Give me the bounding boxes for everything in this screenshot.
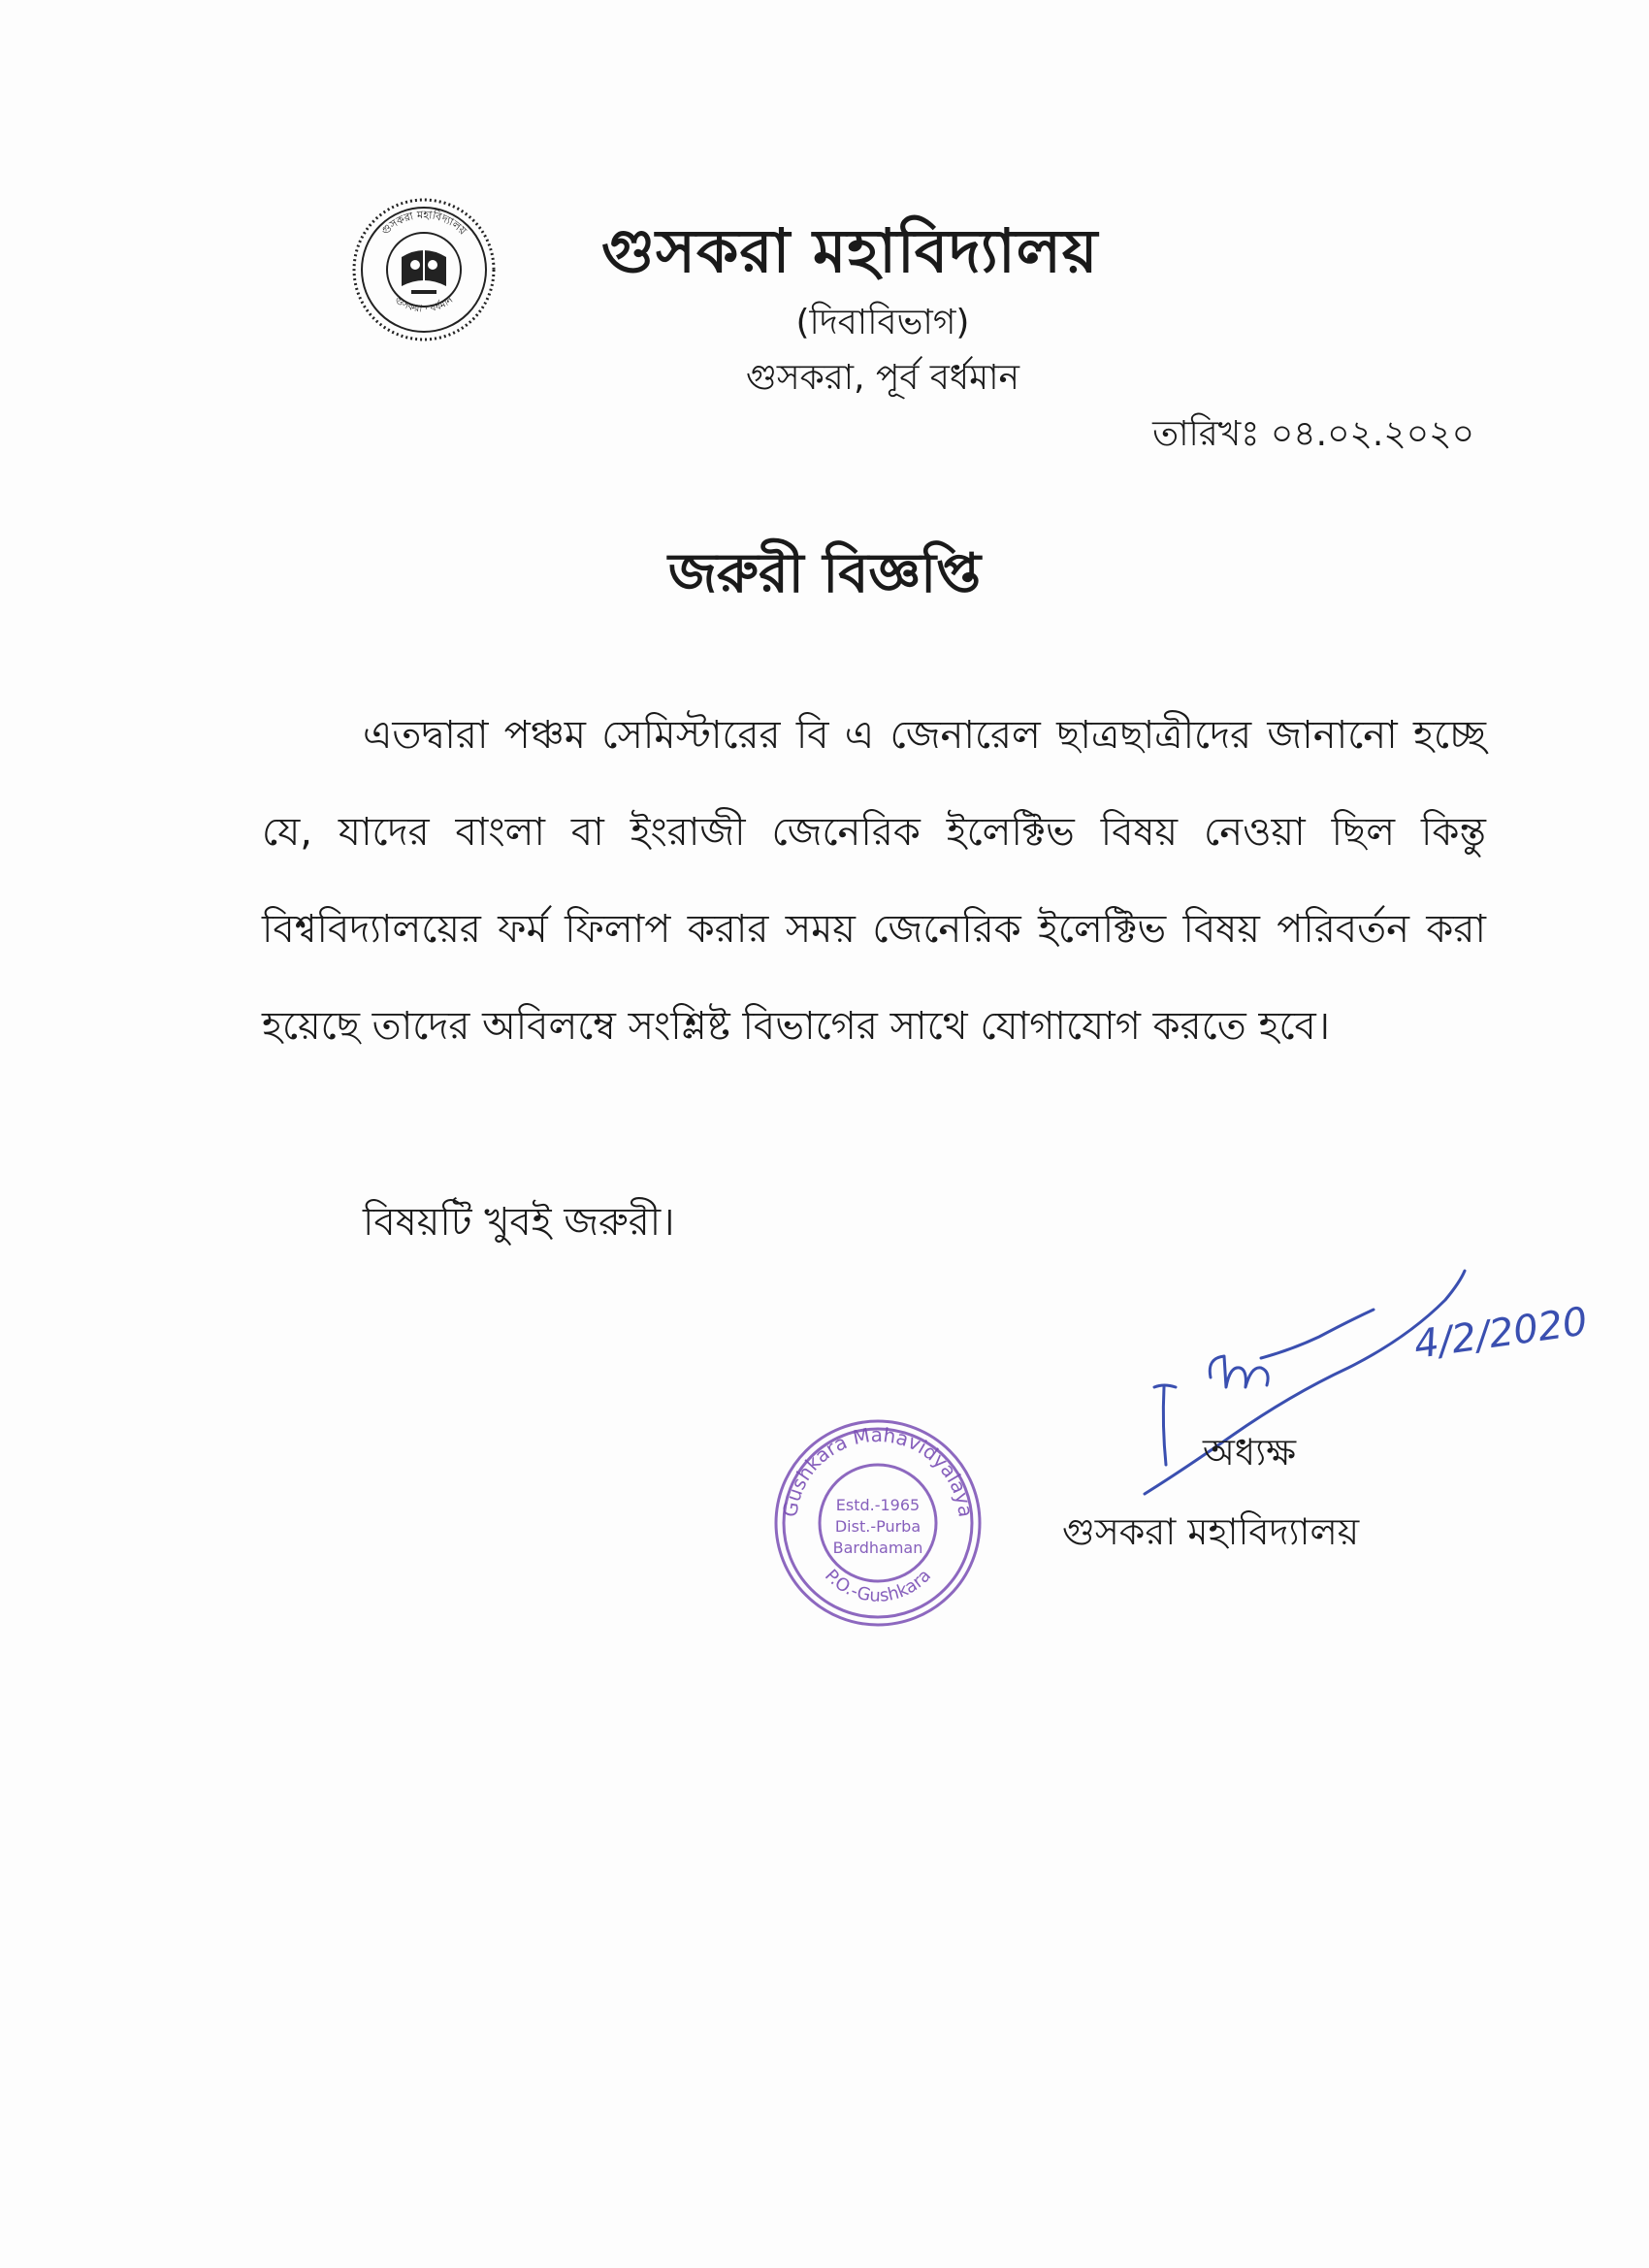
notice-body-text: এতদ্বারা পঞ্চম সেমিস্টারের বি এ জেনারেল ছাত্রছাত্রীদের জানানো হচ্ছে যে, যাদের বাংলা বা ইংরাজী জেনেরিক ইলেক্টিভ বিষয় নেওয়া ছিল কিন্তু বিশ্ববিদ্যালয়ের ফর্ম ফিলাপ করার সময় জেনেরিক ইলেক্টিভ বিষয় পরিবর্তন করা হয়েছে তাদের অবিলম্বে সংশ্লিষ্ট বিভাগের সাথে যোগাযোগ করতে হবে। [262,713,1486,1049]
stamp-line-3: Bardhaman [832,1539,923,1557]
notice-body [262,687,1486,1075]
stamp-ring-text: Gushkara Mahavidyalaya [778,1423,978,1519]
principal-designation: অধ্যক্ষ [1203,1431,1297,1474]
notice-date: তারিখঃ ০৪.০২.২০২০ [1152,414,1474,454]
svg-text:P.O.-Gushkara [821,1566,935,1606]
college-address: গুসকরা, পূর্ব বর্ধমান [745,358,1020,398]
principal-signature [1125,1242,1591,1504]
logo-ring-text-top: গুসকরা মহাবিদ্যালয় [378,208,469,238]
logo-ring-text-bottom: গুসকরা · বর্ধমান [392,294,456,315]
signature-date: 4/2/2020 [1410,1299,1591,1368]
stamp-line-1: Estd.-1965 [835,1496,921,1514]
principal-organization: গুসকরা মহাবিদ্যালয় [1062,1510,1360,1553]
notice-title: জরুরী বিজ্ঞপ্তি [667,542,982,605]
stamp-line-2: Dist.-Purba [834,1517,922,1536]
shift-label: (দিবাবিভাগ) [795,303,970,342]
notice-closing: বিষয়টি খুবই জরুরী। [363,1200,675,1245]
stamp-bottom-text: P.O.-Gushkara [820,1565,936,1606]
college-name: গুসকরা মহাবিদ্যালয় [601,215,1099,286]
office-stamp [766,1411,989,1635]
